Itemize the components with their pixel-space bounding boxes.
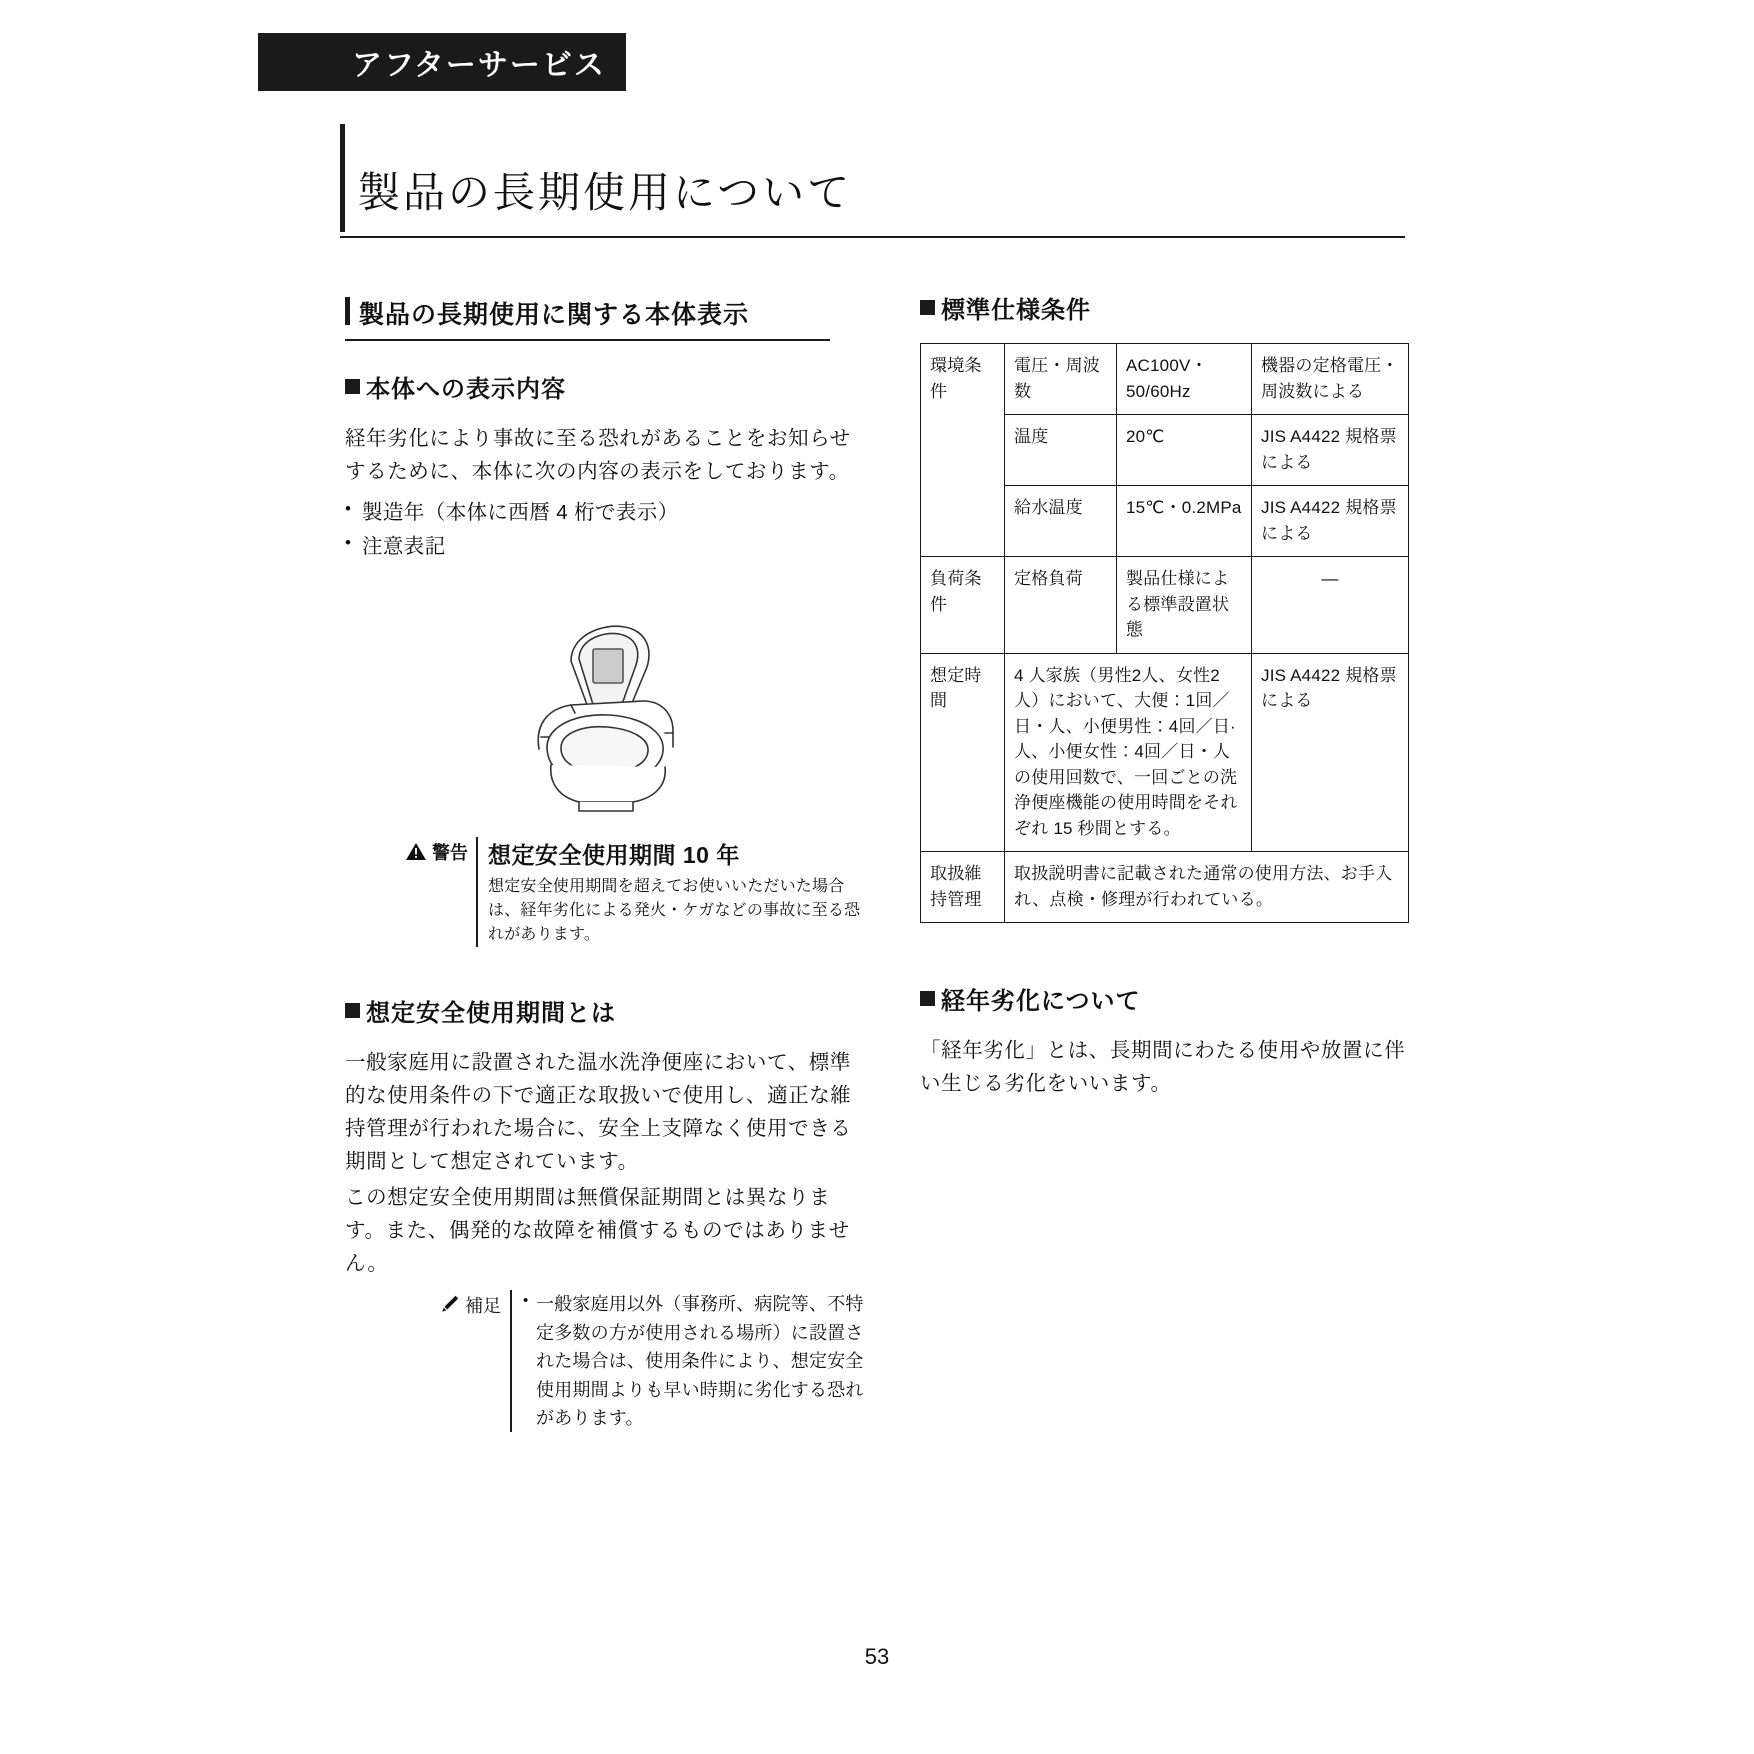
warning-content (476, 837, 865, 947)
table-cell-remark: JIS A4422 規格票による (1252, 415, 1409, 486)
table-cell-item: 給水温度 (1005, 486, 1117, 557)
sub-heading-deterioration (920, 981, 1408, 1016)
title-underline (340, 236, 1405, 238)
sub-heading-standard-conditions (920, 290, 1408, 325)
table-cell-category: 負荷条件 (921, 557, 1005, 654)
table-cell-remark: — (1252, 557, 1409, 654)
supplement-note-block (440, 1290, 865, 1432)
table-cell-category: 取扱維持管理 (921, 852, 1005, 923)
table-cell-value: 20℃ (1117, 415, 1252, 486)
table-row (921, 852, 1409, 923)
pencil-icon (440, 1294, 460, 1314)
table-cell-remark: JIS A4422 規格票による (1252, 486, 1409, 557)
table-row (921, 653, 1409, 852)
table-cell-value: 製品仕様による標準設置状態 (1117, 557, 1252, 654)
section-tab-badge (258, 33, 626, 91)
sub-heading-expected-period (345, 993, 865, 1028)
left-section-heading: 製品の長期使用に関する本体表示 (345, 295, 830, 341)
table-cell-value: 15℃・0.2MPa (1117, 486, 1252, 557)
expected-period-paragraph-1: 一般家庭用に設置された温水洗浄便座において、標準的な使用条件の下で適正な取扱いで使用し、適正な維持管理が行われた場合に、安全上支障なく使用できる期間として想定されています。 (345, 1050, 852, 1174)
table-cell-item: 定格負荷 (1005, 557, 1117, 654)
expected-period-paragraph-2: この想定安全使用期間は無償保証期間とは異なります。また、偶発的な故障を補償するものではありません。 (345, 1185, 850, 1276)
right-column (920, 290, 1408, 1100)
table-cell-value: AC100V・50/60Hz (1117, 344, 1252, 415)
table-cell-item: 電圧・周波数 (1005, 344, 1117, 415)
list-item: • 注意表記 (345, 530, 865, 563)
display-content-paragraph: 経年劣化により事故に至る恐れがあることをお知らせするために、本体に次の内容の表示をしております。 (345, 427, 851, 484)
title-left-rule (340, 124, 345, 232)
left-column (345, 295, 865, 1432)
square-bullet-icon (920, 991, 935, 1006)
table-cell-remark: JIS A4422 規格票による (1252, 653, 1409, 852)
page-title: 製品の長期使用について (358, 169, 853, 216)
warning-label: 警告 (432, 842, 468, 863)
square-bullet-icon (345, 1003, 360, 1018)
bullet-dot: • (523, 1292, 529, 1310)
sub-heading-display-content (345, 369, 865, 404)
table-row (921, 344, 1409, 415)
table-cell-category: 想定時間 (921, 653, 1005, 852)
table-cell-item: 温度 (1005, 415, 1117, 486)
sub-heading-label: 想定安全使用期間とは (366, 999, 616, 1027)
toilet-illustration (475, 597, 735, 827)
square-bullet-icon (920, 300, 935, 315)
square-bullet-icon (345, 379, 360, 394)
page-number: 53 (864, 1644, 890, 1669)
table-cell-item: 4 人家族（男性2人、女性2人）において、大便：1回／日・人、小便男性：4回／日·人、小便女性：4回／日・人の使用回数で、一回ごとの洗浄便座機能の使用時間をそれぞれ 15 秒間とする。 (1005, 653, 1252, 852)
table-cell-remark: 機器の定格電圧・周波数による (1252, 344, 1409, 415)
sub-heading-label: 本体への表示内容 (366, 376, 566, 403)
table-cell-item: 取扱説明書に記載された通常の使用方法、お手入れ、点検・修理が行われている。 (1005, 852, 1409, 923)
table-cell-category: 環境条件 (921, 344, 1005, 557)
supplement-content (510, 1290, 865, 1432)
warning-label-group (405, 837, 476, 865)
sub-heading-label: 経年劣化について (941, 988, 1141, 1015)
section-tab-label: アフターサービス (352, 49, 606, 82)
sub-heading-label: 標準仕様条件 (941, 297, 1091, 324)
supplement-label-group (440, 1290, 510, 1318)
deterioration-paragraph: 「経年劣化」とは、長期間にわたる使用や放置に伴い生じる劣化をいいます。 (920, 1039, 1406, 1096)
warning-triangle-icon (405, 842, 427, 861)
warning-block (405, 837, 865, 947)
supplement-text: 一般家庭用以外（事務所、病院等、不特定多数の方が使用される場所）に設置された場合は、使用条件により、想定安全使用期間よりも早い時期に劣化する恐れがあります。 (536, 1294, 864, 1428)
warning-title: 想定安全使用期間 10 年 (488, 841, 740, 868)
table-row (921, 557, 1409, 654)
standard-conditions-table (920, 343, 1409, 923)
supplement-label: 補足 (465, 1296, 501, 1317)
warning-body: 想定安全使用期間を超えてお使いいただいた場合は、経年劣化による発火・ケガなどの事故に至る恐れがあります。 (488, 877, 861, 943)
display-content-bullets (345, 496, 865, 562)
list-item: • 製造年（本体に西暦 4 桁で表示） (345, 496, 865, 529)
